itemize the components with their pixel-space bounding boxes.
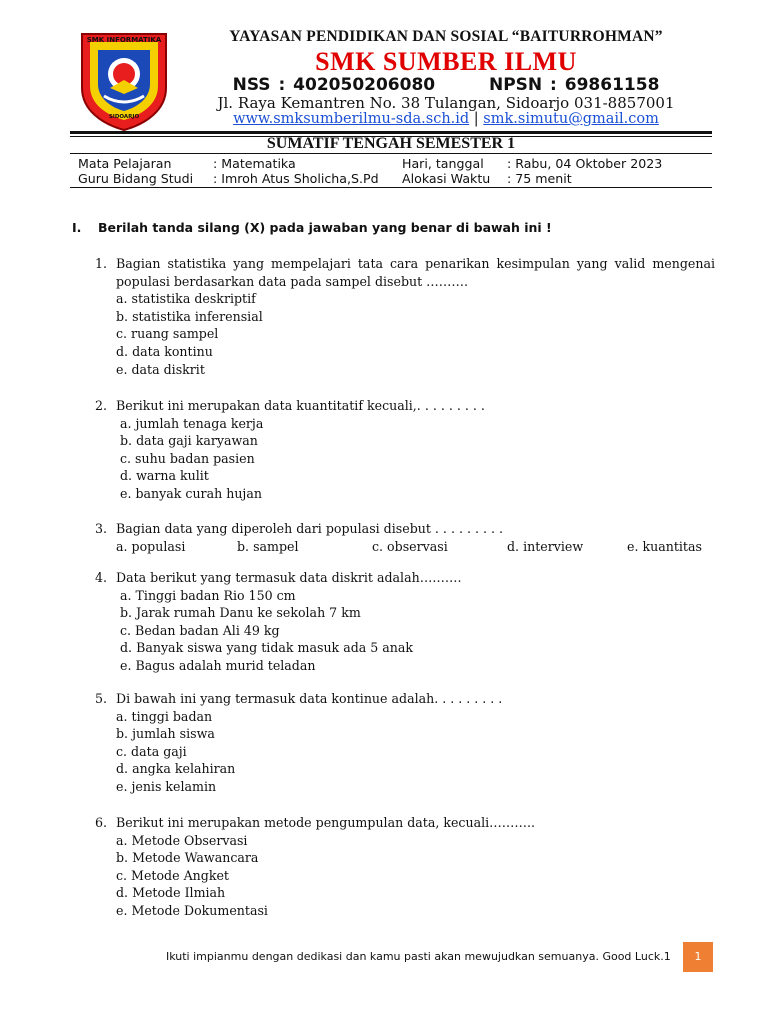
nss-number: NSS : 402050206080 [232,75,436,95]
email-link[interactable]: smk.simutu@gmail.com [483,111,659,127]
question-text: Bagian statistika yang mempelajari tata cara penarikan kesimpulan yang valid mengenai populasi berdasarkan data pada sampel disebut ………. [116,256,715,289]
duration-value: : 75 menit [507,171,572,186]
answer-option-d[interactable]: d. data kontinu [116,343,213,359]
answer-option-a[interactable]: a. Metode Observasi [116,832,248,848]
logo-text-top: SMK INFORMATIKA [86,36,162,44]
answer-option-d[interactable]: d. interview [507,538,584,554]
footer-motto: Ikuti impianmu dengan dedikasi dan kamu pasti akan mewujudkan semuanya. Good Luck.1 [166,950,671,963]
section-number: I. [72,220,82,235]
question-text: Data berikut yang termasuk data diskrit adalah………. [116,570,462,585]
answer-option-c[interactable]: c. suhu badan pasien [120,450,255,466]
npsn-number: NPSN : 69861158 [488,75,660,95]
exam-info-box [70,153,712,188]
answer-option-d[interactable]: d. Banyak siswa yang tidak masuk ada 5 anak [120,640,414,656]
website-link[interactable]: www.smksumberilmu-sda.sch.id [233,111,470,127]
date-value: : Rabu, 04 Oktober 2023 [507,156,663,171]
question-number: 5. [95,691,108,706]
answer-option-c[interactable]: c. observasi [372,538,448,554]
question-3 [95,520,715,556]
question-number: 3. [95,521,108,536]
header-rule-thick [70,131,712,134]
logo-text-bottom: SIDOARJO [108,114,140,120]
question-text: Di bawah ini yang termasuk data kontinue adalah. . . . . . . . . [116,691,503,706]
school-ids [176,75,716,95]
question-number: 6. [95,815,108,830]
answer-option-b[interactable]: b. Jarak rumah Danu ke sekolah 7 km [120,605,361,621]
contact-separator: | [473,111,479,127]
school-contacts [176,111,716,127]
answer-option-d[interactable]: d. angka kelahiran [116,761,236,777]
answer-option-b[interactable]: b. Metode Wawancara [116,850,259,866]
section-text: Berilah tanda silang (X) pada jawaban yang benar di bawah ini ! [98,220,552,235]
question-text: Bagian data yang diperoleh dari populasi disebut . . . . . . . . . [116,521,503,536]
answer-option-d[interactable]: d. Metode Ilmiah [116,885,226,901]
answer-option-e[interactable]: e. banyak curah hujan [120,485,262,501]
question-1 [95,255,715,378]
answer-option-b[interactable]: b. statistika inferensial [116,308,263,324]
answer-option-a[interactable]: a. Tinggi badan Rio 150 cm [120,587,296,603]
answer-option-c[interactable]: c. data gaji [116,743,187,759]
foundation-name: YAYASAN PENDIDIKAN DAN SOSIAL “BAITURROHMAN” [229,28,663,45]
subject-label: Mata Pelajaran [78,156,172,171]
answer-option-b[interactable]: b. data gaji karyawan [120,433,258,449]
answer-option-b[interactable]: b. jumlah siswa [116,726,215,742]
question-text: Berikut ini merupakan metode pengumpulan data, kecuali……….. [116,815,535,830]
answer-option-a[interactable]: a. populasi [116,538,186,554]
answer-option-e[interactable]: e. data diskrit [116,361,205,377]
duration-label: Alokasi Waktu [402,171,491,186]
question-6 [95,814,715,920]
answer-option-a[interactable]: a. statistika deskriptif [116,291,256,307]
question-text: Berikut ini merupakan data kuantitatif kecuali,. . . . . . . . . [116,398,485,413]
question-number: 2. [95,398,108,413]
answer-option-e[interactable]: e. Metode Dokumentasi [116,902,268,918]
answer-option-e[interactable]: e. Bagus adalah murid teladan [120,657,316,673]
subject-value: : Matematika [213,156,296,171]
question-number: 4. [95,570,108,585]
answer-option-e[interactable]: e. jenis kelamin [116,778,217,794]
answer-option-e[interactable]: e. kuantitas [627,538,702,554]
teacher-value: : Imroh Atus Sholicha,S.Pd [213,171,379,186]
question-4 [95,569,715,675]
answer-option-d[interactable]: d. warna kulit [120,468,209,484]
page-number-badge: 1 [683,942,713,972]
exam-title: SUMATIF TENGAH SEMESTER 1 [266,135,516,152]
question-2 [95,397,715,503]
school-logo [76,28,172,132]
question-number: 1. [95,256,108,271]
answer-option-c[interactable]: c. ruang sampel [116,326,219,342]
answer-option-c[interactable]: c. Bedan badan Ali 49 kg [120,622,280,638]
question-5 [95,690,715,796]
teacher-label: Guru Bidang Studi [78,171,194,186]
answer-option-b[interactable]: b. sampel [237,538,299,554]
school-name: SMK SUMBER ILMU [315,47,577,76]
section-instruction [72,220,552,235]
answer-option-a[interactable]: a. jumlah tenaga kerja [120,415,264,431]
date-label: Hari, tanggal [402,156,484,171]
school-address: Jl. Raya Kemantren No. 38 Tulangan, Sidoarjo 031-8857001 [217,94,675,112]
answer-option-c[interactable]: c. Metode Angket [116,867,229,883]
answer-option-a[interactable]: a. tinggi badan [116,708,213,724]
